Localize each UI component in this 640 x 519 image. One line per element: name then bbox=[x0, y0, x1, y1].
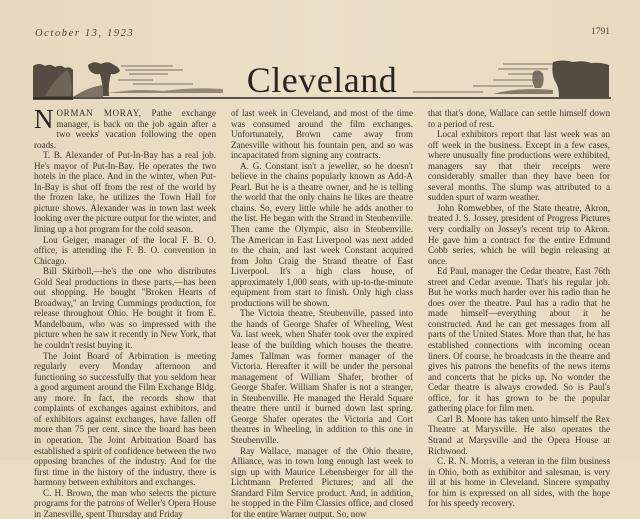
paragraph: C. R. N. Morris, a veteran in the film business in Ohio, both as exhibitor and salesman, is very ill at his home in Cleveland. Sincere sympathy for him is expressed on all sides, with the hope for his speedy recovery. bbox=[428, 456, 610, 509]
page-number: 1791 bbox=[591, 27, 610, 37]
paragraph: Lou Geiger, manager of the local F. B. O. office, is attending the F. B. O. convention in Chicago. bbox=[34, 235, 216, 267]
drop-cap: N bbox=[34, 109, 54, 130]
paragraph: that that's done, Wallace can settle himself down to a period of rest. bbox=[428, 108, 610, 129]
paragraph: Carl B. Moore has taken unto himself the Rex Theatre at Marysville. He also operates the Strand at Marysville and the Opera House at Richwood. bbox=[428, 414, 610, 456]
section-title: Cleveland bbox=[33, 60, 611, 100]
paragraph: Ed Paul, manager the Cedar theatre, East 76th street and Cedar avenue. That's his regular job. But he works much harder over his radio than he does over the theatre. Paul has a radio that he made himself—everything about it he constructed. And he can get messages from all parts of the United States. More than that, he has established connections with incoming ocean liners. Of course, he broadcasts in the theatre and gives his patrons the benefits of the news items and concerts that he picks up. No wonder the Cedar theatre is always crowded. So is Paul's office, for it has grown to be the popular gathering place for film men. bbox=[428, 266, 610, 414]
paragraph: A. G. Constant isn't a jeweller, so he doesn't believe in the chains popularly known as Add-A Pearl. But he is a theatre owner, and he is telling the world that the only chains he likes are theatre chains. So, every little while he adds another to the list. He began with the Strand in Steubenville. Then came the Olympic, also in Steubenville. The American in East Liverpool was next added to the chain, and last week Constant acquired from John Craig the Strand theatre of East Liverpool. It's a high class house, of approximately 1,000 seats, with up-to-the-minute equipment from start to finish. Only high class productions will be shown. bbox=[231, 161, 413, 309]
column-2 bbox=[231, 108, 413, 519]
article-body bbox=[34, 108, 610, 458]
paragraph: The Victoia theatre, Steubenville, passed into the hands of George Shafer of Wheeling, West Va. last week, when Shafer took over the expired lease of the building which houses the theatre. James Tallman was former manager of the Victoria. Hereafter it will be under the personal management of William Shafer, brother of George Shafer. William Shafer is not a stranger, in Steubenville. He managed the Herald Square theatre there until it burned down last spring. George Shafer operates the Victoria and Cort theatres in Wheeling, in addition to this one in Steubenville. bbox=[231, 308, 413, 445]
paragraph: Bill Skirboll,—he's the one who distributes Gold Seal productions in these parts,—has been out shopping. He bought "Broken Hearts of Broadway," an Irving Cummings production, for release throughout Ohio. He bought it from E. Mandelbaum, who was so impressed with the picture when he saw it recently in New York, that he couldn't resist buying it. bbox=[34, 266, 216, 350]
paragraph: Local exhibitors report that last week was an off week in the business. Except in a few cases, where unusually fine productions were exhibited, managers say that their receipts were considerably smaller than they have been for several months. The slump was attributed to a sudden spurt of warm weather. bbox=[428, 129, 610, 203]
column-1 bbox=[34, 108, 216, 519]
section-banner bbox=[33, 60, 611, 100]
paragraph: C. H. Brown, the man who selects the picture programs for the patrons of Weller's Opera House in Zanesville, spent Thursday and Friday bbox=[34, 488, 216, 519]
paragraph: Ray Wallace, manager of the Ohio theatre, Alliance, was in town long enough last week to sign up with Maurice Lebensberger for all the Lichtmann Preferred Pictures; and all the Standard Film Service product. And, in addition, he stopped in the Film Classics office, and closed for the entire Warner output. So, now bbox=[231, 446, 413, 519]
column-3 bbox=[428, 108, 610, 509]
paragraph: John Romwebber, of the State theatre, Akron, treated J. S. Jossey, president of Progress Pictures very cordially on Jossey's recent trip to Akron. He gave him a contract for the entire Edmund Cobb series, which he will begin releasing at once. bbox=[428, 203, 610, 266]
lead-caps: ORMAN MORAY, bbox=[57, 108, 142, 118]
issue-date: October 13, 1923 bbox=[35, 28, 134, 39]
paragraph: The Joint Board of Arbitration is meeting regularly every Monday afternoon and functioning so successfully that you seldom hear a good argument around the Film Exchange Bldg. any more. In fact, the records show that complaints of exchanges against exhibitors, and of exhibitors against exchanges, have fallen off more than 75 per cent. since the board has been in operation. The Joint Arbitration Board has established a spirit of confidence between the two opposing branches of the industry. And for the first time in the history of the industry, there is harmony between exhibitors and exchanges. bbox=[34, 351, 216, 488]
paragraph: T. B. Alexander of Put-In-Bay has a real job. He's mayor of Put-In-Bay. He operates the two hotels in the place. And in the winter, when Put-In-Bay is shut off from the rest of the world by the frozen lake, he utilizes the Town Hall for picture shows. Alexander was in town last week looking over the picture output for the winter, and lining up a hot program for the cold season. bbox=[34, 150, 216, 234]
paragraph: NORMAN MORAY, Pathe exchange manager, is back on the job again after a two weeks' vacation following the open roads. bbox=[34, 108, 216, 150]
paragraph: of last week in Cleveland, and most of the time was consumed around the film exchanges. Unfortunately, Brown came away from Zanesville without his fountain pen, and so was incapacitated from signing any contracts. bbox=[231, 108, 413, 161]
